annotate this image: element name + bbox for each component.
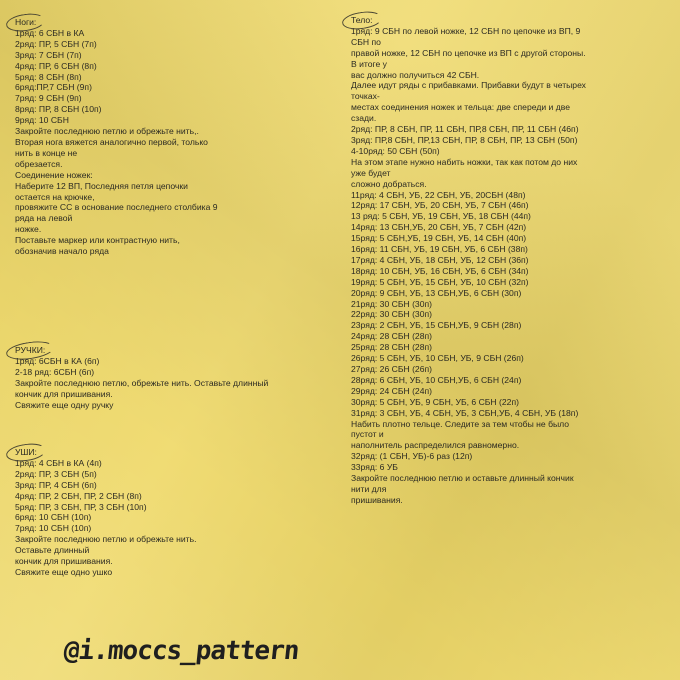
pattern-line: наполнитель распределился равномерно. xyxy=(351,440,520,451)
pattern-line: 5ряд: 8 СБН (8п) xyxy=(15,71,82,82)
pattern-line: 32ряд: (1 СБН, УБ)-6 раз (12п) xyxy=(351,451,473,462)
pattern-line: СБН по xyxy=(351,36,381,47)
pattern-line: 1ряд: 6 СБН в КА xyxy=(15,27,85,38)
pattern-line: 29ряд: 24 СБН (24п) xyxy=(351,385,433,396)
pattern-line: сзади. xyxy=(351,113,377,124)
pattern-line: 12ряд: 17 СБН, УБ, 20 СБН, УБ, 7 СБН (46п) xyxy=(351,200,529,211)
pattern-line: 3ряд: ПР,8 СБН, ПР,13 СБН, ПР, 8 СБН, ПР, 13 СБН (50п) xyxy=(351,134,578,145)
pattern-line: 2-18 ряд: 6СБН (6п) xyxy=(15,366,95,377)
pattern-line: 3ряд: ПР, 4 СБН (6п) xyxy=(15,479,97,490)
pattern-line: 14ряд: 13 СБН,УБ, 20 СБН, УБ, 7 СБН (42п) xyxy=(351,222,527,233)
pattern-line: 4ряд: ПР, 6 СБН (8п) xyxy=(15,60,97,71)
pattern-line: обрезается. xyxy=(15,158,63,169)
pattern-line: Свяжите еще одно ушко xyxy=(15,566,113,577)
pattern-line: 16ряд: 11 СБН, УБ, 19 СБН, УБ, 6 СБН (38п) xyxy=(351,244,528,255)
pattern-line: нить в конце не xyxy=(15,147,78,158)
pattern-line: нити для xyxy=(351,483,387,494)
arms-lines xyxy=(15,356,335,411)
pattern-line: Наберите 12 ВП, Последняя петля цепочки xyxy=(15,180,188,191)
pattern-line: 31ряд: 3 СБН, УБ, 4 СБН, УБ, 3 СБН,УБ, 4 СБН, УБ (18п) xyxy=(351,407,579,418)
pattern-line: 7ряд: 10 СБН (10п) xyxy=(15,523,92,534)
ears-heading: УШИ: xyxy=(12,447,40,458)
pattern-line: 4-10ряд: 50 СБН (50п) xyxy=(351,145,440,156)
pattern-line: 4ряд: ПР, 2 СБН, ПР, 2 СБН (8п) xyxy=(15,490,142,501)
pattern-line: 23ряд: 2 СБН, УБ, 15 СБН,УБ, 9 СБН (28п) xyxy=(351,320,522,331)
instagram-handle-watermark: @i.moccs_pattern xyxy=(62,636,301,666)
pattern-line: 6ряд:ПР,7 СБН (9п) xyxy=(15,82,92,93)
pattern-line: пустот и xyxy=(351,429,384,440)
ears-lines xyxy=(15,458,335,578)
pattern-line: 1ряд: 4 СБН в КА (4п) xyxy=(15,457,102,468)
pattern-line: 27ряд: 26 СБН (26п) xyxy=(351,364,433,374)
pattern-line: местах соединения ножек и тельца: две спереди и две xyxy=(351,102,570,113)
pattern-line: 3ряд: 7 СБН (7п) xyxy=(15,49,82,60)
pattern-line: 6ряд: 10 СБН (10п) xyxy=(15,512,92,523)
pattern-line: 33ряд: 6 УБ xyxy=(351,462,398,473)
pattern-line: Оставьте длинный xyxy=(15,545,90,556)
pattern-line: 1ряд: 9 СБН по левой ножке, 12 СБН по цепочке из ВП, 9 xyxy=(351,25,581,36)
pattern-line: Закройте последнюю петлю и обрежьте нить. xyxy=(15,534,197,545)
pattern-line: Закройте последнюю петлю и оставьте длинный кончик xyxy=(351,473,574,484)
pattern-line: провяжите СС в основание последнего столбика 9 xyxy=(15,202,218,213)
pattern-line: ряда на левой xyxy=(15,213,73,224)
pattern-line: На этом этапе нужно набить ножки, так как потом до них xyxy=(351,156,578,167)
pattern-line: кончик для пришивания. xyxy=(15,388,113,399)
pattern-line: Свяжите еще одну ручку xyxy=(15,399,114,410)
pattern-line: 19ряд: 5 СБН, УБ, 15 СБН, УБ, 10 СБН (32п) xyxy=(351,276,529,287)
pattern-line: 1ряд: 6СБН в КА (6п) xyxy=(15,355,100,366)
pattern-line: обозначив начало ряда xyxy=(15,246,109,257)
pattern-line: 5ряд: ПР, 3 СБН, ПР, 3 СБН (10п) xyxy=(15,501,147,512)
pattern-line: 26ряд: 5 СБН, УБ, 10 СБН, УБ, 9 СБН (26п) xyxy=(351,353,524,364)
pattern-line: 25ряд: 28 СБН (28п) xyxy=(351,342,433,353)
pattern-line: Соединение ножек: xyxy=(15,169,93,180)
pattern-line: 20ряд: 9 СБН, УБ, 13 СБН,УБ, 6 СБН (30п) xyxy=(351,287,522,298)
pattern-line: ножке. xyxy=(15,224,42,235)
legs-heading: Ноги: xyxy=(12,17,39,28)
pattern-line: Закройте последнюю петлю и обрежьте нить,. xyxy=(15,126,199,137)
pattern-line: 18ряд: 10 СБН, УБ, 16 СБН, УБ, 6 СБН (34п) xyxy=(351,265,529,276)
pattern-line: 11ряд: 4 СБН, УБ, 22 СБН, УБ, 20СБН (48п) xyxy=(351,189,526,200)
pattern-line: 2ряд: ПР, 5 СБН (7п) xyxy=(15,38,97,49)
pattern-line: 15ряд: 5 СБН,УБ, 19 СБН, УБ, 14 СБН (40п) xyxy=(351,233,527,244)
pattern-line: пришивания. xyxy=(351,494,403,505)
pattern-line: 9ряд: 10 СБН xyxy=(15,115,69,126)
pattern-line: 8ряд: ПР, 8 СБН (10п) xyxy=(15,104,102,115)
pattern-line: правой ножке, 12 СБН по цепочке из ВП с другой стороны. xyxy=(351,47,586,58)
legs-lines xyxy=(15,28,335,257)
pattern-line: остается на крючке, xyxy=(15,191,95,202)
body-section xyxy=(351,15,641,506)
pattern-line: 7ряд: 9 СБН (9п) xyxy=(15,93,82,104)
pattern-line: 13 ряд: 5 СБН, УБ, 19 СБН, УБ, 18 СБН (44п) xyxy=(351,211,531,222)
pattern-line: Набить плотно тельце. Следите за тем чтобы не было xyxy=(351,418,570,429)
arms-heading: РУЧКИ: xyxy=(12,345,48,356)
pattern-line: Закройте последнюю петлю, обрежьте нить. Оставьте длинный xyxy=(15,377,269,388)
pattern-line: 22ряд: 30 СБН (30п) xyxy=(351,309,433,320)
arms-section xyxy=(15,345,335,410)
pattern-line: 2ряд: ПР, 3 СБН (5п) xyxy=(15,468,97,479)
pattern-line: 30ряд: 5 СБН, УБ, 9 СБН, УБ, 6 СБН (22п) xyxy=(351,396,519,407)
pattern-line: сложно добраться. xyxy=(351,178,427,189)
pattern-line: уже будет xyxy=(351,167,391,178)
pattern-line: точках- xyxy=(351,91,380,102)
pattern-line: В итоге у xyxy=(351,58,387,69)
pattern-line: вас должно получиться 42 СБН. xyxy=(351,69,480,80)
pattern-line: 2ряд: ПР, 8 СБН, ПР, 11 СБН, ПР,8 СБН, ПР, 11 СБН (46п) xyxy=(351,124,579,135)
pattern-line: 17ряд: 4 СБН, УБ, 18 СБН, УБ, 12 СБН (36п) xyxy=(351,254,529,265)
pattern-line: Поставьте маркер или контрастную нить, xyxy=(15,235,180,246)
pattern-line: 21ряд: 30 СБН (30п) xyxy=(351,298,433,309)
body-heading: Тело: xyxy=(348,15,376,26)
ears-section xyxy=(15,447,335,578)
pattern-line: Далее идут ряды с прибавками. Прибавки будут в четырех xyxy=(351,80,586,91)
body-lines xyxy=(351,26,641,506)
pattern-line: 24ряд: 28 СБН (28п) xyxy=(351,331,433,342)
pattern-line: кончик для пришивания. xyxy=(15,556,113,567)
legs-section xyxy=(15,17,335,257)
pattern-line: 28ряд: 6 СБН, УБ, 10 СБН,УБ, 6 СБН (24п) xyxy=(351,374,522,385)
pattern-line: Вторая нога вяжется аналогично первой, только xyxy=(15,136,208,147)
